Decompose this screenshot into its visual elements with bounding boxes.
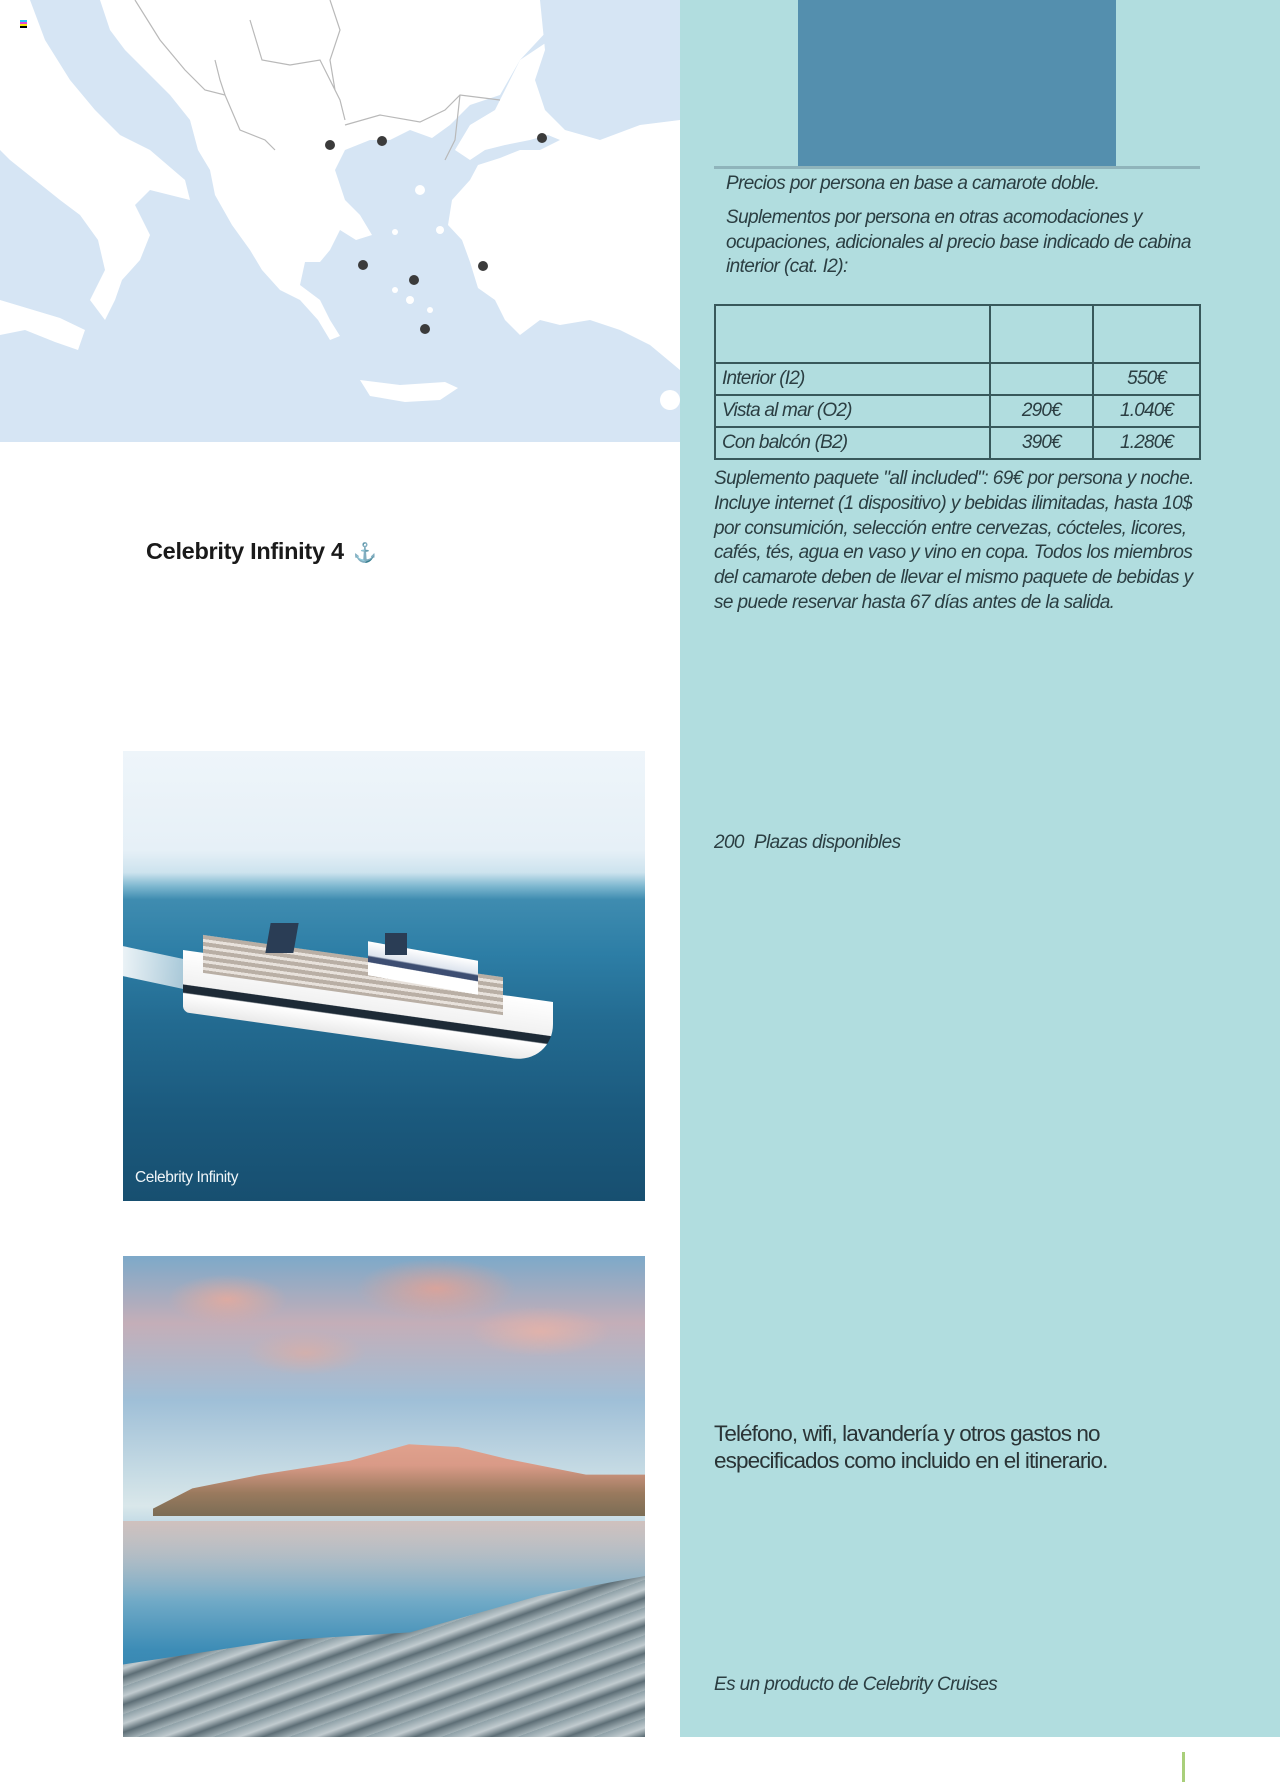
table-row <box>715 363 1200 395</box>
ship-title <box>146 538 376 565</box>
all-included-note: Suplemento paquete "all included": 69€ por persona y noche. Incluye internet (1 dispositivo) y bebidas ilimitadas, hasta 10$ por consumición, selección entre cervezas, cócteles, licores, cafés, tés, agua en vaso y vino en copa. Todos los miembros del camarote deben de llevar el mismo paquete de bebidas y se puede reservar hasta 67 días antes de la salida. <box>714 468 1194 613</box>
price-cell <box>990 363 1094 395</box>
ship-funnel <box>265 923 298 953</box>
table-row <box>715 395 1200 427</box>
port-marker-icon <box>478 261 488 271</box>
availability-label: Plazas disponibles <box>753 832 901 853</box>
divider <box>714 166 1200 169</box>
producer-note: Es un producto de Celebrity Cruises <box>714 1674 998 1695</box>
ship-funnel <box>385 933 407 955</box>
price-cell: 390€ <box>990 427 1094 459</box>
table-header-cell <box>1093 305 1200 363</box>
port-marker-icon <box>420 324 430 334</box>
anchor-icon: ⚓ <box>352 543 377 564</box>
port-marker-icon <box>537 133 547 143</box>
photo-clouds <box>123 1256 645 1472</box>
page-marker <box>1182 1752 1185 1782</box>
itinerary-map <box>0 0 680 442</box>
port-marker-icon <box>358 260 368 270</box>
table-header-cell <box>715 305 990 363</box>
port-marker-icon <box>325 140 335 150</box>
supplements-intro: Suplementos por persona en otras acomodaciones y ocupaciones, adicionales al precio base indicado de cabina interior (cat. I2): <box>726 207 1191 277</box>
photo-caption: Celebrity Infinity <box>135 1169 239 1186</box>
price-cell: 290€ <box>990 395 1094 427</box>
panel-header-block <box>798 0 1116 167</box>
table-header-row <box>715 305 1200 363</box>
print-color-bar <box>20 20 27 28</box>
info-panel <box>680 0 1280 1737</box>
ship-name: Celebrity Infinity 4 <box>146 538 344 564</box>
price-basis-note: Precios por persona en base a camarote doble. <box>726 173 1100 194</box>
cabin-type: Con balcón (B2) <box>715 427 990 459</box>
destination-photo <box>123 1256 645 1737</box>
price-cell: 1.040€ <box>1093 395 1200 427</box>
map-graphic <box>0 0 680 442</box>
photo-reflection <box>123 1521 645 1601</box>
availability-count: 200 <box>714 832 744 853</box>
table-header-cell <box>990 305 1094 363</box>
cabin-type: Vista al mar (O2) <box>715 395 990 427</box>
price-cell: 550€ <box>1093 363 1200 395</box>
price-cell: 1.280€ <box>1093 427 1200 459</box>
supplements-table <box>714 304 1201 460</box>
not-included-note: Teléfono, wifi, lavandería y otros gastos no especificados como incluido en el itinerario. <box>714 1421 1108 1473</box>
port-marker-icon <box>377 136 387 146</box>
port-marker-icon <box>409 275 419 285</box>
cabin-type: Interior (I2) <box>715 363 990 395</box>
ship-photo <box>123 751 645 1201</box>
table-row <box>715 427 1200 459</box>
availability <box>714 832 900 854</box>
